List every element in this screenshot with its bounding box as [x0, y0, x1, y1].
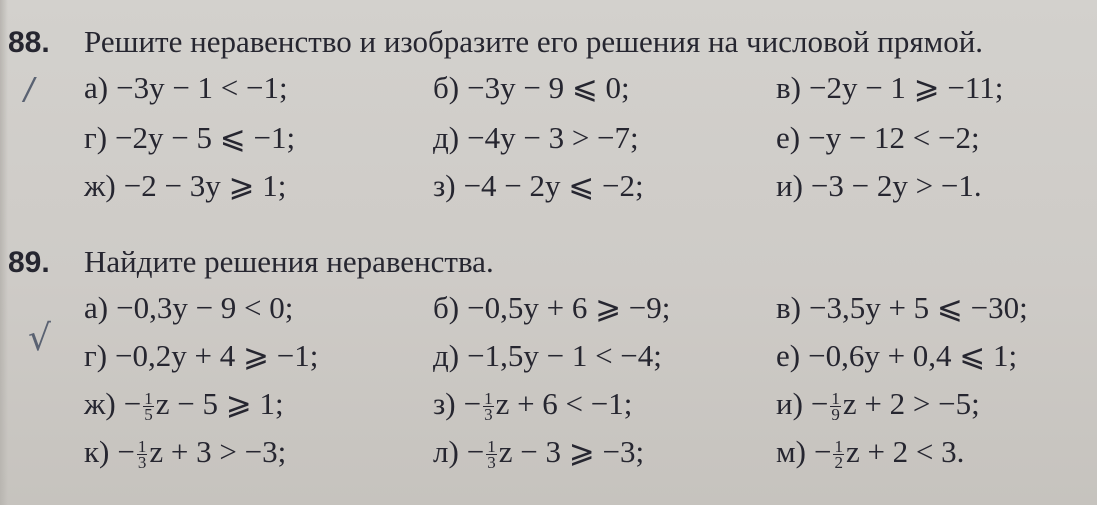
- item-label: з): [433, 168, 456, 203]
- problem-89-item-i: [776, 386, 980, 425]
- item-expression: −0,5y + 6 ⩾ −9;: [467, 290, 671, 325]
- problem-88-item-e: [776, 120, 980, 156]
- fraction-numerator: 1: [137, 437, 147, 457]
- item-label: к): [84, 434, 110, 469]
- item-label: л): [433, 434, 459, 469]
- item-expression: −2y − 5 ⩽ −1;: [115, 120, 296, 155]
- item-expression: −2y − 1 ⩾ −11;: [808, 70, 1004, 105]
- fraction-denominator: 3: [487, 453, 496, 473]
- item-label: е): [776, 120, 801, 155]
- fraction: [483, 389, 494, 425]
- item-expression: −y − 12 < −2;: [808, 120, 980, 155]
- fraction-numerator: 1: [144, 389, 153, 409]
- problem-89-item-b: [433, 290, 670, 326]
- fraction-denominator: 5: [144, 405, 153, 425]
- problem-89-item-zh: [84, 386, 284, 425]
- item-expression: −3y − 1 < −1;: [116, 70, 288, 105]
- problem-89-item-v: [776, 290, 1028, 326]
- problem-89-item-a: [84, 290, 293, 326]
- problem-89-item-g: [84, 338, 318, 374]
- item-label: е): [776, 338, 801, 373]
- item-expression: z + 2 < 3.: [845, 434, 965, 469]
- item-expression: −0,6y + 0,4 ⩽ 1;: [808, 338, 1018, 373]
- item-expression: z + 6 < −1;: [495, 386, 633, 421]
- item-expression: z + 3 > −3;: [149, 434, 287, 469]
- fraction-numerator: 1: [831, 389, 840, 409]
- item-expression: −4 − 2y ⩽ −2;: [463, 168, 644, 203]
- handwritten-check-mark-88: /: [24, 72, 35, 107]
- minus-sign: −: [813, 434, 832, 469]
- fraction: [833, 437, 844, 473]
- fraction-numerator: 1: [484, 389, 493, 409]
- item-label: ж): [84, 168, 116, 203]
- fraction: [486, 437, 497, 473]
- problem-88-title: Решите неравенство и изобразите его решения на числовой прямой.: [84, 24, 984, 59]
- item-expression: −3 − 2y > −1.: [810, 168, 982, 203]
- fraction-denominator: 3: [137, 453, 147, 473]
- item-expression: −0,2y + 4 ⩾ −1;: [115, 338, 319, 373]
- fraction-denominator: 2: [834, 453, 843, 473]
- problem-88-item-d: [433, 120, 639, 156]
- handwritten-check-mark-89: √: [28, 318, 51, 359]
- fraction-numerator: 1: [834, 437, 843, 457]
- problem-89-item-d: [433, 338, 662, 374]
- fraction: [143, 389, 154, 425]
- minus-sign: −: [810, 386, 829, 421]
- fraction-denominator: 9: [831, 405, 840, 425]
- item-label: г): [84, 338, 108, 373]
- item-expression: z + 2 > −5;: [842, 386, 980, 421]
- item-label: б): [433, 290, 460, 325]
- item-label: а): [84, 290, 109, 325]
- problem-89-title: Найдите решения неравенства.: [84, 244, 494, 279]
- item-expression: −3,5y + 5 ⩽ −30;: [808, 290, 1028, 325]
- problem-88-item-a: [84, 70, 288, 106]
- item-label: з): [433, 386, 456, 421]
- problem-88-item-b: [433, 70, 630, 106]
- item-label: и): [776, 386, 803, 421]
- page-binding-shadow: [0, 0, 8, 505]
- problem-88-item-z: [433, 168, 644, 204]
- item-label: г): [84, 120, 108, 155]
- problem-89-item-l: [433, 434, 645, 473]
- problem-89-item-e: [776, 338, 1017, 374]
- item-label: а): [84, 70, 109, 105]
- item-label: б): [433, 70, 460, 105]
- minus-sign: −: [123, 386, 142, 421]
- item-expression: −1,5y − 1 < −4;: [467, 338, 662, 373]
- item-label: и): [776, 168, 803, 203]
- problem-88-item-v: [776, 70, 1003, 106]
- fraction-denominator: 3: [484, 405, 493, 425]
- problem-88-item-i: [776, 168, 982, 204]
- problem-88-item-g: [84, 120, 295, 156]
- minus-sign: −: [117, 434, 135, 469]
- item-label: м): [776, 434, 806, 469]
- minus-sign: −: [463, 386, 482, 421]
- fraction-numerator: 1: [487, 437, 496, 457]
- item-label: д): [433, 338, 460, 373]
- problem-89-number: 89.: [8, 246, 50, 279]
- item-expression: −2 − 3y ⩾ 1;: [123, 168, 287, 203]
- item-expression: −0,3y − 9 < 0;: [116, 290, 294, 325]
- item-label: д): [433, 120, 460, 155]
- item-label: ж): [84, 386, 116, 421]
- problem-89-item-z: [433, 386, 633, 425]
- fraction: [137, 437, 148, 473]
- item-expression: z − 3 ⩾ −3;: [498, 434, 645, 469]
- problem-88-item-zh: [84, 168, 286, 204]
- item-label: в): [776, 290, 801, 325]
- item-expression: z − 5 ⩾ 1;: [155, 386, 284, 421]
- item-label: в): [776, 70, 801, 105]
- problem-89-item-k: [84, 434, 287, 473]
- item-expression: −3y − 9 ⩽ 0;: [467, 70, 630, 105]
- minus-sign: −: [466, 434, 485, 469]
- problem-88-number: 88.: [8, 26, 50, 59]
- problem-89-item-m: [776, 434, 965, 473]
- fraction: [830, 389, 841, 425]
- item-expression: −4y − 3 > −7;: [467, 120, 639, 155]
